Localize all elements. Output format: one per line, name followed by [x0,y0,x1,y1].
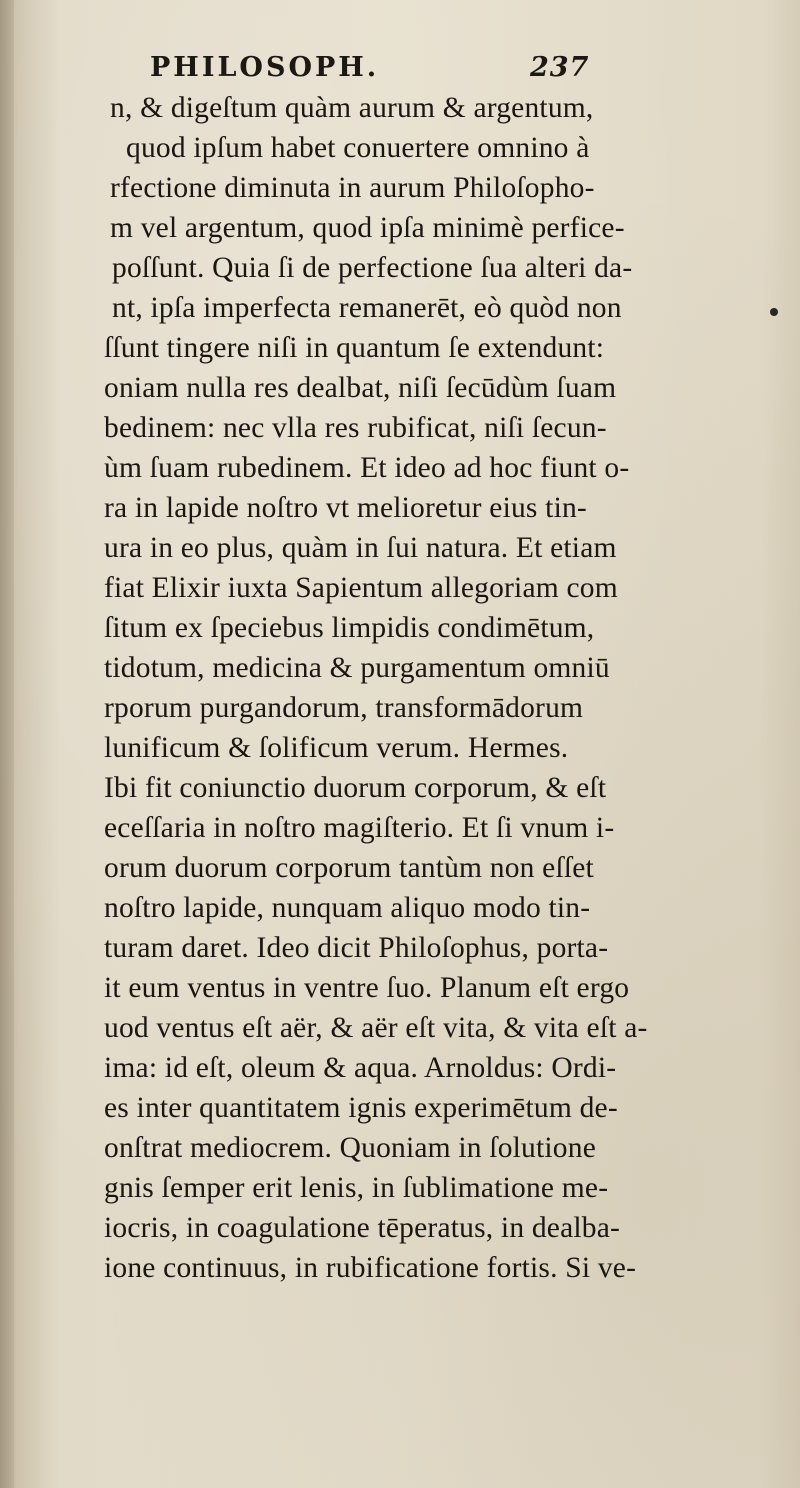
text-line: oniam nulla res dealbat, niſi ſecūdùm ſuam [104,372,617,404]
text-line: turam daret. Ideo dicit Philoſophus, porta- [104,932,609,964]
text-line: it eum ventus in ventre ſuo. Planum eſt ergo [104,972,630,1004]
text-line: iocris, in coagulatione tēperatus, in dealba- [104,1212,621,1244]
text-line: tidotum, medicina & purgamentum omniū [104,652,610,684]
text-line: ra in lapide noſtro vt melioretur eius tin- [104,492,587,524]
text-line: quod ipſum habet conuertere omnino à [126,132,590,164]
text-line: orum duorum corporum tantùm non eſſet [104,852,594,884]
text-line: bedinem: nec vlla res rubificat, niſi ſecun- [104,412,607,444]
ink-speck [770,308,778,316]
text-line: m vel argentum, quod ipſa minimè perfice- [110,212,625,244]
text-line: ùm ſuam rubedinem. Et ideo ad hoc fiunt o- [104,452,630,484]
text-line: fiat Elixir iuxta Sapientum allegoriam com [104,572,618,604]
text-line: nt, ipſa imperfecta remanerēt, eò quòd non [112,292,622,324]
running-head [150,52,710,88]
text-line: rporum purgandorum, transformādorum [104,692,584,724]
text-line: ione continuus, in rubificatione fortis. Si ve- [104,1252,637,1284]
text-line: n, & digeſtum quàm aurum & argentum, [110,92,594,124]
text-line: gnis ſemper erit lenis, in ſublimatione me- [104,1172,609,1204]
text-line: ſſunt tingere niſi in quantum ſe extendunt: [104,332,605,364]
text-line: ſitum ex ſpeciebus limpidis condimētum, [104,612,595,644]
text-line: onſtrat mediocrem. Quoniam in ſolutione [104,1132,596,1164]
text-line: es inter quantitatem ignis experimētum de- [104,1092,618,1124]
page-number: 237 [530,52,590,83]
text-line: ima: id eſt, oleum & aqua. Arnoldus: Ordi- [104,1052,617,1084]
text-line: poſſunt. Quia ſi de perfectione ſua alteri da- [112,252,633,284]
text-line: ura in eo plus, quàm in ſui natura. Et etiam [104,532,617,564]
running-head-title: PHILOSOPH. [150,52,380,83]
text-line: uod ventus eſt aër, & aër eſt vita, & vita eſt a- [104,1012,648,1044]
text-line: Ibi fit coniunctio duorum corporum, & eſt [104,772,607,804]
text-line: lunificum & ſolificum verum. Hermes. [104,732,569,764]
page-gutter [0,0,14,1488]
text-line: noſtro lapide, nunquam aliquo modo tin- [104,892,591,924]
text-line: rfectione diminuta in aurum Philoſopho- [110,172,595,204]
text-line: eceſſaria in noſtro magiſterio. Et ſi vnum i- [104,812,615,844]
